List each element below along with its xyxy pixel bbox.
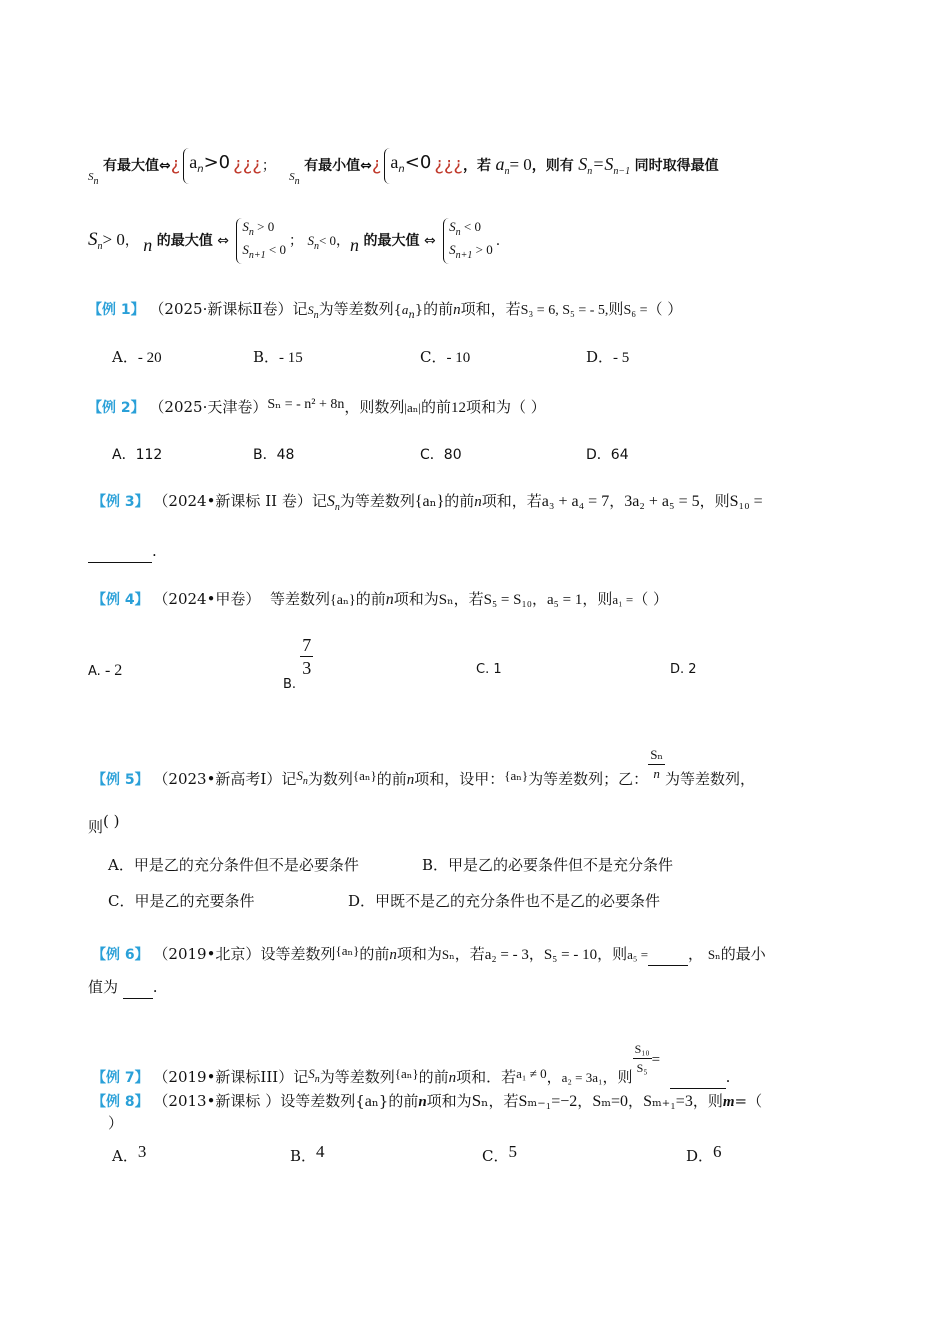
end: . [152, 978, 158, 996]
comma: ， [531, 590, 547, 608]
text: 设等差数列{ [280, 1092, 365, 1110]
garbled-text: ¿¿¿ [233, 154, 262, 175]
condition: a₁ ≠ 0 [516, 1066, 547, 1081]
option-label: B． [253, 348, 280, 366]
den: 3 [302, 658, 312, 678]
seq-an: aₙ [364, 1093, 379, 1110]
option-label: B. [283, 677, 297, 692]
option-c[interactable] [482, 1142, 517, 1166]
option-label: C． [420, 348, 447, 366]
option-a[interactable] [108, 854, 359, 875]
option-c[interactable] [108, 890, 255, 911]
example-1 [88, 298, 682, 327]
sub: n−1 [613, 166, 631, 177]
text: 记 [293, 1068, 309, 1086]
option-label: D． [586, 447, 611, 463]
n-var: n [418, 1094, 427, 1110]
option-label: A． [112, 348, 138, 366]
option-b[interactable] [253, 444, 294, 464]
answer-blank[interactable] [670, 1066, 726, 1089]
text: 则 [608, 300, 624, 318]
text: 项和．若 [456, 1068, 517, 1086]
option-fraction [300, 634, 313, 679]
garbled-glyph: ¿ [170, 154, 181, 175]
option-b[interactable] [283, 634, 313, 692]
n-var: n [474, 494, 482, 510]
intro-line-2 [88, 218, 500, 267]
text: 项和为（ ） [466, 398, 546, 416]
example-tag: 【例 4】 [92, 592, 149, 608]
sub: n [294, 176, 300, 187]
text: 的前 [423, 300, 454, 318]
sub: n [197, 164, 204, 175]
option-d[interactable] [686, 1142, 722, 1166]
answer-blank[interactable] [648, 943, 688, 966]
text: 项和，若 [481, 492, 542, 510]
text: 的前 [420, 398, 451, 416]
comma: ， [628, 1092, 644, 1110]
n-var: n [350, 235, 360, 255]
option-value: 甲既不是乙的充分条件也不是乙的必要条件 [375, 892, 661, 910]
comma: ， [336, 233, 351, 249]
text: 值为 [88, 978, 119, 996]
sub: n [93, 176, 99, 187]
option-a[interactable] [112, 346, 162, 367]
option-c[interactable] [420, 346, 470, 367]
example-source: （2025·天津卷） [149, 398, 268, 416]
sn-symbol: Sₙ [441, 947, 455, 962]
example-source: （2013•新课标 ） [153, 1092, 281, 1110]
condition: 3a₂ + a₅ = 5 [624, 493, 700, 510]
example-tag: 【例 6】 [92, 947, 149, 963]
sn-symbol: Sₙ [707, 947, 721, 962]
sub: n [334, 502, 340, 513]
n-var: n [453, 302, 461, 318]
paren: （ ） [647, 300, 683, 318]
answer-blank[interactable] [123, 976, 153, 999]
option-label: C． [482, 1147, 509, 1165]
text: 记 [311, 492, 327, 510]
example-tag: 【例 1】 [88, 302, 145, 318]
option-value: 3 [137, 1142, 147, 1161]
m-var: m [722, 1094, 735, 1110]
text: 为数列 [307, 770, 353, 788]
cond-rel: >0 [203, 152, 231, 173]
ruo: ，若 [462, 158, 491, 174]
sn-symbol: Sₙ [471, 1091, 489, 1110]
option-label: C． [108, 892, 135, 910]
text: 的前 [355, 590, 386, 608]
garbled-glyph: ¿ [371, 154, 382, 175]
option-label: C. [476, 662, 490, 677]
option-value: - 10 [446, 350, 471, 366]
formula: Sₙ = - n² + 8n [267, 397, 345, 412]
comma: ， [688, 945, 704, 963]
target: S₆ = [623, 303, 648, 318]
example-6 [92, 940, 766, 966]
option-value: 1 [493, 662, 502, 677]
s10-over-s5 [633, 1040, 652, 1077]
text: 为等差数列 [318, 300, 394, 318]
target: a₅ = [627, 947, 649, 962]
end: . [152, 542, 157, 560]
option-value: 甲是乙的充分条件但不是必要条件 [133, 856, 359, 874]
sub: n [302, 776, 308, 787]
condition: S₅ = - 10 [543, 947, 598, 963]
seq-abs-an: |aₙ| [404, 400, 421, 415]
condition: a₃ + a₄ = 7 [541, 493, 610, 510]
option-value: 6 [713, 1142, 722, 1161]
sub: n [313, 310, 319, 321]
n-var: n [143, 235, 153, 255]
sn-symbol: $S_n$ [88, 229, 103, 252]
option-label: D． [686, 1147, 714, 1165]
example-source: （2024•甲卷） [153, 590, 261, 608]
eq: = [592, 154, 605, 174]
option-d[interactable] [586, 346, 629, 367]
option-label: B． [253, 447, 277, 463]
sub: n [504, 166, 510, 177]
option-a[interactable] [112, 1142, 146, 1166]
text: 为等差数列；乙： [528, 770, 649, 788]
n-var: n [389, 947, 397, 963]
sn-over-n [648, 746, 665, 783]
sn-symbol: $S_n$ [326, 493, 340, 513]
sub: n [248, 227, 254, 238]
seq-an: {aₙ} [330, 593, 356, 608]
seq-an: {aₙ} [352, 768, 377, 783]
sn-symbol: $S_n$ [307, 233, 319, 252]
sub: n [587, 166, 593, 177]
sn-pos: > 0 [102, 230, 125, 249]
condition: a₅ = 1 [546, 592, 583, 608]
option-a[interactable] [112, 444, 162, 464]
answer-blank[interactable] [88, 540, 152, 563]
example-source: （2019•北京） [153, 945, 261, 963]
option-d[interactable] [670, 662, 697, 677]
text: 等差数列 [269, 590, 330, 608]
cond-a: a [390, 152, 399, 172]
sn-symbol: $S_n$ [296, 768, 308, 787]
text: ，若 [454, 945, 485, 963]
sub: n [455, 227, 461, 238]
option-b[interactable] [290, 1142, 325, 1166]
condition: a₂ = 3a₁ [561, 1070, 603, 1085]
text: ，则 [582, 590, 613, 608]
text: 的最小 [720, 945, 766, 963]
text: }的前 [378, 1092, 419, 1110]
num: S₁₀ [633, 1040, 652, 1059]
seq-an: {aₙ} [335, 943, 360, 958]
num: Sₙ [648, 746, 665, 765]
sub: n [313, 241, 319, 252]
text: 的前 [444, 492, 475, 510]
comma: ， [546, 1068, 562, 1086]
sn-symbol: $S_n$ [307, 303, 319, 321]
text: 的前 [359, 945, 390, 963]
option-value: - 20 [137, 350, 162, 366]
row2: < 0 [268, 242, 286, 257]
option-label: A． [108, 856, 134, 874]
den: S₅ [636, 1061, 648, 1075]
sn-symbol: Sn [289, 171, 300, 187]
example-source: （2019•新课标III） [153, 1068, 294, 1086]
end: . [725, 1068, 731, 1086]
text: 为等差数列 [319, 1068, 395, 1086]
option-label: D． [348, 892, 376, 910]
sn-symbol: Sn [88, 171, 99, 187]
max-label: 的最大值 [363, 233, 420, 249]
max-label: 的最大值 [156, 233, 213, 249]
example-4 [92, 588, 668, 612]
sn-neg: < 0 [318, 233, 337, 248]
cond-a: a [189, 152, 198, 172]
option-label: C． [420, 447, 444, 463]
example-6-line-2 [88, 976, 158, 999]
comma: ， [609, 492, 625, 510]
text: ，若 [453, 590, 484, 608]
garbled-text: ¿¿¿ [434, 154, 463, 175]
an-symbol: $a_n$ [495, 154, 510, 177]
iff: ⇔ [217, 233, 229, 249]
paren: ( ) [103, 812, 120, 830]
zeyou: ，则有 [531, 158, 574, 174]
target: a₁ = [612, 592, 634, 607]
sub: n [314, 1074, 320, 1085]
cond-min [384, 148, 431, 184]
condition: Sₘ₋₁=−2 [518, 1093, 578, 1110]
option-label: A． [112, 1147, 138, 1165]
text: 项和为 [426, 1092, 472, 1110]
text: 项和，若 [460, 300, 521, 318]
text: 记 [281, 770, 297, 788]
tail: 同时取得最值 [634, 158, 719, 174]
an-zero: = 0 [509, 155, 532, 174]
option-b[interactable] [253, 346, 303, 367]
condition: S₅ = S₁₀ [483, 592, 532, 608]
sub: n+1 [455, 250, 473, 261]
target: S₁₀ = [729, 493, 763, 510]
text: 项和为 [393, 590, 439, 608]
text: ，则 [692, 1092, 723, 1110]
text: 的前 [376, 770, 407, 788]
text: 记 [292, 300, 308, 318]
eq: = [651, 1052, 661, 1068]
text: 项和，设甲： [414, 770, 505, 788]
option-label: D. [670, 662, 685, 677]
example-tag: 【例 3】 [92, 494, 149, 510]
option-value: 2 [688, 662, 697, 677]
option-d[interactable] [348, 890, 660, 911]
sub: n [398, 164, 405, 175]
system-1: $S_n > 0$ $S_{n+1} < 0$ [236, 218, 286, 264]
sn-eq: $S_n=S_{n-1}$ [578, 154, 631, 177]
comma: ， [577, 1092, 593, 1110]
example-3 [92, 490, 763, 519]
example-7 [92, 1040, 730, 1091]
example-tag: 【例 2】 [88, 400, 145, 416]
min-label: 有最小值⇔ [304, 158, 372, 174]
option-label: B． [290, 1147, 317, 1165]
example-2 [88, 394, 546, 419]
semi: ； [288, 233, 303, 249]
example-5 [92, 746, 755, 793]
num: 12 [451, 400, 466, 416]
option-value: 112 [135, 447, 163, 463]
max-label: 有最大值⇔ [102, 158, 171, 174]
option-value: 80 [443, 447, 462, 463]
example-source: （2024•新课标 II 卷） [153, 492, 312, 510]
text: =（ [734, 1092, 763, 1110]
seq-an: {aₙ} [504, 768, 529, 783]
seq-an: {aₙ} [394, 1066, 419, 1081]
paren: ） [108, 1114, 124, 1132]
option-label: A． [112, 447, 136, 463]
comma: ， [124, 233, 139, 249]
num: 7 [302, 635, 312, 655]
row1: < 0 [463, 219, 481, 234]
condition: a₂ = - 3 [484, 947, 529, 963]
sub: n [97, 241, 103, 252]
option-value: 48 [276, 447, 295, 463]
end: . [495, 233, 501, 249]
seq-an: $\{a_n\}$ [393, 302, 424, 321]
example-source: （2025·新课标Ⅱ卷） [149, 300, 293, 318]
example-tag: 【例 7】 [92, 1070, 149, 1086]
sub: n+1 [248, 250, 266, 261]
system-2: $S_n < 0$ $S_{n+1} > 0$ [443, 218, 493, 264]
n-var: n [385, 591, 394, 608]
example-tag: 【例 8】 [92, 1094, 149, 1110]
n-var: n [448, 1070, 457, 1086]
iff: ⇔ [423, 233, 436, 249]
option-label: A. [88, 664, 101, 679]
sep: ； [261, 158, 276, 174]
example-8-paren [108, 1112, 123, 1134]
option-label: D． [586, 348, 614, 366]
sub: n [408, 310, 415, 321]
text: ，则 [699, 492, 730, 510]
text: ，则数列 [344, 398, 405, 416]
option-value: - 5 [613, 350, 630, 366]
intro-line-1 [88, 148, 719, 193]
option-c[interactable] [420, 444, 462, 464]
sn-symbol: Sₙ [438, 592, 454, 608]
text: 的前 [418, 1068, 449, 1086]
option-b[interactable] [422, 854, 673, 875]
example-3-answer [88, 540, 157, 563]
option-a[interactable] [88, 662, 122, 680]
option-value: 5 [508, 1142, 517, 1161]
option-value: - 15 [279, 350, 303, 366]
n-var: n [406, 772, 415, 788]
condition: Sₘ=0 [592, 1093, 629, 1110]
cond-rel: <0 [404, 152, 432, 173]
option-value: 甲是乙的充要条件 [134, 892, 255, 910]
condition: Sₘ₊₁=3 [643, 1093, 693, 1110]
text: ，若 [488, 1092, 519, 1110]
den: n [653, 766, 660, 781]
row2: > 0 [475, 242, 493, 257]
option-label: B． [422, 856, 449, 874]
cond-max [183, 148, 230, 184]
example-5-line-2 [88, 810, 120, 838]
row1: > 0 [257, 219, 275, 234]
example-8 [92, 1090, 762, 1113]
example-source: （2023•新高考Ⅰ） [153, 770, 282, 788]
text: ，则 [597, 945, 628, 963]
seq-an: {aₙ} [414, 493, 445, 510]
option-value: 64 [610, 447, 629, 463]
option-value: 甲是乙的必要条件但不是充分条件 [448, 856, 674, 874]
text: ，则 [602, 1068, 633, 1086]
text: 为等差数列， [665, 770, 756, 788]
comma: ， [528, 945, 544, 963]
example-tag: 【例 5】 [92, 772, 149, 788]
sn-symbol: $S_n$ [308, 1066, 320, 1085]
text: 为等差数列 [339, 492, 415, 510]
text: 设等差数列 [260, 945, 336, 963]
condition: S₃ = 6, S₅ = - 5, [520, 303, 609, 318]
option-c[interactable] [476, 662, 502, 677]
text: 项和为 [396, 945, 442, 963]
paren: （ ） [633, 590, 669, 608]
text: 则 [88, 818, 104, 836]
option-d[interactable] [586, 444, 629, 464]
option-value: - 2 [104, 662, 123, 679]
option-value: 4 [316, 1142, 325, 1161]
